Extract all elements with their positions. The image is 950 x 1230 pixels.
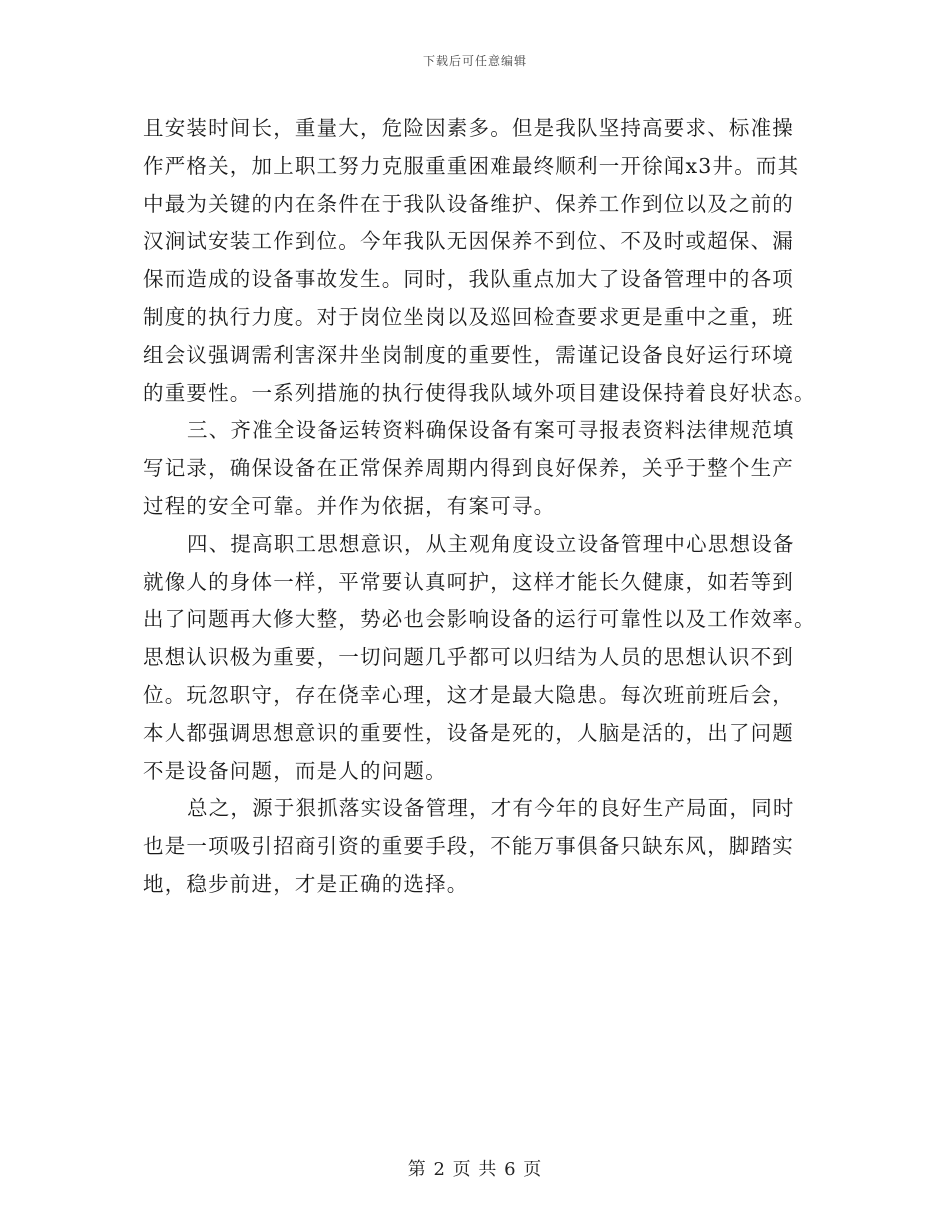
text-line: 且安装时间长，重量大，危险因素多。但是我队坚持高要求、标准操 xyxy=(143,116,794,140)
text-line: 地，稳步前进，才是正确的选择。 xyxy=(143,871,469,896)
paragraph-section-three xyxy=(143,412,809,525)
text-line: 过程的安全可靠。并作为依据，有案可寻。 xyxy=(143,493,556,518)
text-line: 写记录，确保设备在正常保养周期内得到良好保养，关乎于整个生产 xyxy=(143,456,794,481)
page-number-footer: 第 2 页 共 6 页 xyxy=(407,1159,543,1180)
text-line: 也是一项吸引招商引资的重要手段，不能万事俱备只缺东风，脚踏实 xyxy=(143,834,794,859)
paragraph-conclusion xyxy=(143,790,809,903)
text-line: 组会议强调需利害深井坐岗制度的重要性，需谨记设备良好运行环境 xyxy=(143,342,794,367)
text-line: 本人都强调思想意识的重要性，设备是死的，人脑是活的，出了问题 xyxy=(143,720,794,745)
text-line: 出了问题再大修大整，势必也会影响设备的运行可靠性以及工作效率。 xyxy=(143,607,816,632)
text-line: 制度的执行力度。对于岗位坐岗以及巡回检查要求更是重中之重，班 xyxy=(143,304,794,329)
text-line: 中最为关键的内在条件在于我队设备维护、保养工作到位以及之前的 xyxy=(143,191,794,216)
text-line: 思想认识极为重要，一切问题几乎都可以归结为人员的思想认识不到 xyxy=(143,645,794,670)
text-line: 总之，源于狠抓落实设备管理，才有今年的良好生产局面，同时 xyxy=(187,796,795,821)
text-line: 的重要性。一系列措施的执行使得我队域外项目建设保持着良好状态。 xyxy=(143,380,816,405)
paragraph-section-four xyxy=(143,526,816,791)
text-line: 四、提高职工思想意识，从主观角度设立设备管理中心思想设备 xyxy=(187,531,795,556)
document-body xyxy=(143,110,816,904)
text-line: 位。玩忽职守，存在侥幸心理，这才是最大隐患。每次班前班后会， xyxy=(143,682,794,707)
text-line: 保而造成的设备事故发生。同时，我队重点加大了设备管理中的各项 xyxy=(143,267,794,292)
text-line: 作严格关，加上职工努力克服重重困难最终顺利一开徐闻x3井。而其 xyxy=(143,153,800,178)
text-line: 就像人的身体一样，平常要认真呵护，这样才能长久健康，如若等到 xyxy=(143,569,794,594)
text-line: 汉涧试安装工作到位。今年我队无因保养不到位、不及时或超保、漏 xyxy=(143,229,794,254)
paragraph-equipment-maintenance xyxy=(143,110,816,412)
text-line: 三、齐准全设备运转资料确保设备有案可寻报表资料法律规范填 xyxy=(187,418,795,443)
page-header: 下载后可任意编辑 xyxy=(422,54,527,68)
text-line: 不是设备问题，而是人的问题。 xyxy=(143,758,447,783)
